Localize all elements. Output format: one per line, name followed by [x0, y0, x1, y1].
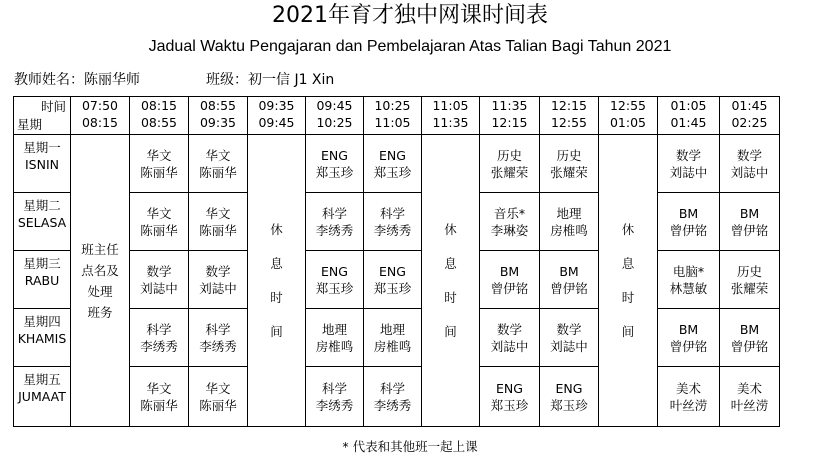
break-char: 间: [270, 323, 283, 339]
header-row: [14, 97, 780, 135]
day-row: [14, 135, 780, 193]
slot-end: 08:15: [81, 115, 119, 130]
slot-start: 12:15: [550, 98, 588, 113]
slot-end: 10:25: [316, 115, 353, 130]
break-char: 息: [621, 255, 635, 271]
lesson-teacher: 陈丽华: [199, 164, 237, 180]
lesson-subject: 音乐*: [493, 205, 526, 221]
time-slot: [480, 97, 540, 135]
lesson-subject: BM: [739, 205, 760, 221]
lesson-teacher: 陈丽华: [140, 397, 178, 413]
lesson-cell: [364, 309, 422, 367]
class-name: 班级：初一信 J1 Xin: [206, 72, 335, 88]
lesson-cell: [540, 367, 599, 427]
lesson-subject: 美术: [675, 380, 701, 396]
homeroom-line: 处理: [87, 283, 113, 299]
homeroom-line: 点名及: [81, 262, 119, 278]
lesson-subject: ENG: [379, 263, 406, 279]
header-corner: [14, 97, 71, 135]
day-cell: [14, 309, 71, 367]
lesson-subject: 科学: [205, 321, 231, 337]
lesson-subject: 科学: [146, 321, 172, 337]
lesson-teacher: 陈丽华: [140, 164, 178, 180]
lesson-cell: [189, 367, 248, 427]
time-slot: [306, 97, 364, 135]
slot-end: 12:15: [491, 115, 528, 130]
lesson-teacher: 刘誌中: [730, 164, 769, 180]
lesson-teacher: 刘誌中: [490, 338, 529, 354]
lesson-subject: ENG: [555, 380, 583, 396]
lesson-cell: [130, 193, 189, 251]
lesson-teacher: 李绣秀: [373, 397, 412, 413]
lesson-teacher: 陈丽华: [140, 222, 178, 238]
break-char: 时: [444, 289, 457, 305]
break-char: 休: [444, 221, 457, 237]
footnote: * 代表和其他班一起上课: [342, 439, 478, 454]
page-title: 2021年育才独中网课时间表: [272, 3, 548, 28]
lesson-subject: 华文: [205, 205, 231, 221]
lesson-cell: [364, 135, 422, 193]
time-slot: [599, 97, 658, 135]
lesson-teacher: 曾伊铭: [730, 338, 769, 354]
lesson-cell: [130, 309, 189, 367]
lesson-teacher: 郑玉珍: [490, 397, 529, 413]
time-label: 时间: [40, 99, 66, 114]
lesson-cell: [540, 193, 599, 251]
lesson-subject: ENG: [379, 147, 406, 163]
lesson-teacher: 曾伊铭: [490, 280, 529, 296]
lesson-cell: [720, 309, 780, 367]
time-slot: [71, 97, 130, 135]
lesson-cell: [306, 193, 364, 251]
lesson-teacher: 张耀荣: [730, 280, 769, 296]
lesson-subject: 数学: [146, 263, 172, 279]
time-slot: [540, 97, 599, 135]
lesson-teacher: 房椎鸣: [373, 338, 412, 354]
slot-start: 07:50: [81, 98, 119, 113]
lesson-cell: [720, 367, 780, 427]
time-slot: [422, 97, 480, 135]
lesson-cell: [480, 367, 540, 427]
homeroom-line: 班主任: [81, 241, 119, 257]
lesson-subject: ENG: [496, 380, 523, 396]
lesson-subject: 科学: [321, 205, 347, 221]
break-cell: [248, 135, 306, 427]
lesson-cell: [364, 251, 422, 309]
break-char: 时: [621, 289, 635, 305]
lesson-cell: [306, 135, 364, 193]
slot-start: 01:45: [731, 98, 768, 113]
day-name-zh: 星期五: [23, 372, 61, 387]
lesson-cell: [658, 135, 720, 193]
time-slot: [130, 97, 189, 135]
lesson-cell: [658, 367, 720, 427]
day-label: 星期: [17, 117, 43, 132]
day-name-zh: 星期一: [23, 140, 61, 155]
lesson-cell: [364, 193, 422, 251]
lesson-teacher: 李绣秀: [373, 222, 412, 238]
break-char: 间: [621, 323, 635, 339]
slot-start: 09:45: [316, 98, 353, 113]
lesson-cell: [130, 367, 189, 427]
lesson-subject: 数学: [205, 263, 231, 279]
lesson-subject: 历史: [556, 147, 582, 163]
lesson-teacher: 曾伊铭: [669, 222, 708, 238]
lesson-subject: 华文: [146, 147, 172, 163]
lesson-cell: [130, 135, 189, 193]
lesson-cell: [189, 251, 248, 309]
lesson-teacher: 林慧敏: [669, 280, 708, 296]
lesson-cell: [720, 135, 780, 193]
day-name-ms: RABU: [24, 273, 60, 288]
day-name-zh: 星期四: [23, 314, 61, 329]
lesson-cell: [306, 367, 364, 427]
homeroom-cell: [71, 135, 130, 427]
lesson-teacher: 房椎鸣: [550, 222, 588, 238]
teacher-name: 教师姓名：陈丽华师: [14, 72, 140, 88]
lesson-cell: [480, 193, 540, 251]
break-char: 息: [444, 255, 457, 271]
lesson-subject: ENG: [321, 147, 348, 163]
break-char: 息: [270, 255, 283, 271]
lesson-subject: 科学: [321, 380, 347, 396]
lesson-subject: 数学: [736, 147, 762, 163]
lesson-teacher: 叶丝涝: [669, 397, 708, 413]
slot-start: 09:35: [258, 98, 295, 113]
day-cell: [14, 367, 71, 427]
lesson-teacher: 陈丽华: [199, 222, 237, 238]
lesson-cell: [189, 193, 248, 251]
lesson-subject: 地理: [321, 321, 347, 337]
slot-end: 02:25: [731, 115, 768, 130]
day-cell: [14, 193, 71, 251]
lesson-subject: 华文: [146, 380, 172, 396]
timetable: [13, 96, 780, 427]
lesson-teacher: 张耀荣: [550, 164, 588, 180]
lesson-teacher: 刘誌中: [669, 164, 708, 180]
lesson-subject: BM: [499, 263, 520, 279]
lesson-subject: 华文: [205, 147, 231, 163]
lesson-cell: [306, 251, 364, 309]
lesson-teacher: 郑玉珍: [315, 164, 354, 180]
homeroom-line: 班务: [87, 304, 113, 320]
slot-start: 11:35: [491, 98, 528, 113]
lesson-teacher: 叶丝涝: [730, 397, 769, 413]
lesson-teacher: 李绣秀: [315, 397, 354, 413]
lesson-cell: [540, 251, 599, 309]
lesson-cell: [480, 251, 540, 309]
page-subtitle: Jadual Waktu Pengajaran dan Pembelajaran Atas Talian Bagi Tahun 2021: [148, 38, 672, 55]
break-char: 休: [621, 221, 635, 237]
lesson-cell: [720, 193, 780, 251]
lesson-cell: [480, 309, 540, 367]
lesson-subject: 华文: [205, 380, 231, 396]
day-cell: [14, 251, 71, 309]
lesson-teacher: 刘誌中: [199, 280, 237, 296]
lesson-cell: [540, 309, 599, 367]
lesson-cell: [130, 251, 189, 309]
lesson-cell: [189, 309, 248, 367]
slot-end: 11:35: [432, 115, 469, 130]
lesson-subject: 地理: [556, 205, 582, 221]
lesson-subject: ENG: [321, 263, 348, 279]
slot-end: 01:45: [670, 115, 707, 130]
break-char: 间: [444, 323, 457, 339]
lesson-subject: 华文: [146, 205, 172, 221]
time-slot: [248, 97, 306, 135]
lesson-subject: 科学: [379, 380, 405, 396]
slot-end: 09:35: [199, 115, 237, 130]
slot-start: 12:55: [609, 98, 647, 113]
lesson-teacher: 刘誌中: [140, 280, 178, 296]
lesson-subject: 数学: [675, 147, 701, 163]
lesson-subject: 美术: [736, 380, 762, 396]
lesson-subject: 历史: [496, 147, 522, 163]
lesson-cell: [480, 135, 540, 193]
lesson-teacher: 李琳姿: [490, 222, 529, 238]
lesson-teacher: 李绣秀: [140, 338, 178, 354]
time-slot: [364, 97, 422, 135]
day-cell: [14, 135, 71, 193]
lesson-subject: 数学: [496, 321, 522, 337]
lesson-teacher: 郑玉珍: [373, 164, 412, 180]
lesson-cell: [364, 367, 422, 427]
day-name-ms: SELASA: [17, 215, 67, 230]
slot-start: 10:25: [374, 98, 411, 113]
lesson-teacher: 郑玉珍: [315, 280, 354, 296]
time-slot: [189, 97, 248, 135]
lesson-subject: BM: [739, 321, 760, 337]
break-char: 时: [270, 289, 283, 305]
break-cell: [599, 135, 658, 427]
lesson-cell: [658, 193, 720, 251]
lesson-teacher: 郑玉珍: [373, 280, 412, 296]
lesson-subject: BM: [559, 263, 579, 279]
lesson-subject: 科学: [379, 205, 405, 221]
lesson-cell: [306, 309, 364, 367]
lesson-teacher: 房椎鸣: [315, 338, 354, 354]
break-cell: [422, 135, 480, 427]
slot-start: 01:05: [670, 98, 707, 113]
lesson-teacher: 曾伊铭: [669, 338, 708, 354]
lesson-cell: [540, 135, 599, 193]
day-name-ms: JUMAAT: [18, 389, 66, 404]
lesson-cell: [189, 135, 248, 193]
lesson-cell: [720, 251, 780, 309]
lesson-teacher: 陈丽华: [199, 397, 237, 413]
lesson-subject: BM: [678, 205, 699, 221]
lesson-teacher: 郑玉珍: [550, 397, 588, 413]
day-name-zh: 星期三: [23, 256, 61, 271]
day-name-ms: ISNIN: [24, 157, 59, 172]
lesson-cell: [658, 251, 720, 309]
break-char: 休: [270, 221, 283, 237]
time-slot: [658, 97, 720, 135]
lesson-cell: [658, 309, 720, 367]
lesson-teacher: 刘誌中: [550, 338, 588, 354]
lesson-teacher: 张耀荣: [490, 164, 529, 180]
lesson-teacher: 李绣秀: [315, 222, 354, 238]
lesson-subject: 历史: [736, 263, 762, 279]
lesson-teacher: 曾伊铭: [730, 222, 769, 238]
lesson-teacher: 曾伊铭: [550, 280, 588, 296]
slot-end: 11:05: [374, 115, 411, 130]
slot-start: 08:55: [199, 98, 237, 113]
lesson-subject: 电脑*: [672, 263, 705, 279]
slot-start: 08:15: [140, 98, 178, 113]
slot-end: 12:55: [550, 115, 588, 130]
lesson-teacher: 李绣秀: [199, 338, 237, 354]
lesson-subject: BM: [678, 321, 699, 337]
slot-end: 09:45: [258, 115, 295, 130]
slot-end: 08:55: [140, 115, 178, 130]
day-name-zh: 星期二: [23, 198, 61, 213]
lesson-subject: 地理: [379, 321, 405, 337]
slot-end: 01:05: [609, 115, 647, 130]
lesson-subject: 数学: [556, 321, 582, 337]
slot-start: 11:05: [432, 98, 469, 113]
day-name-ms: KHAMIS: [17, 331, 67, 346]
time-slot: [720, 97, 780, 135]
